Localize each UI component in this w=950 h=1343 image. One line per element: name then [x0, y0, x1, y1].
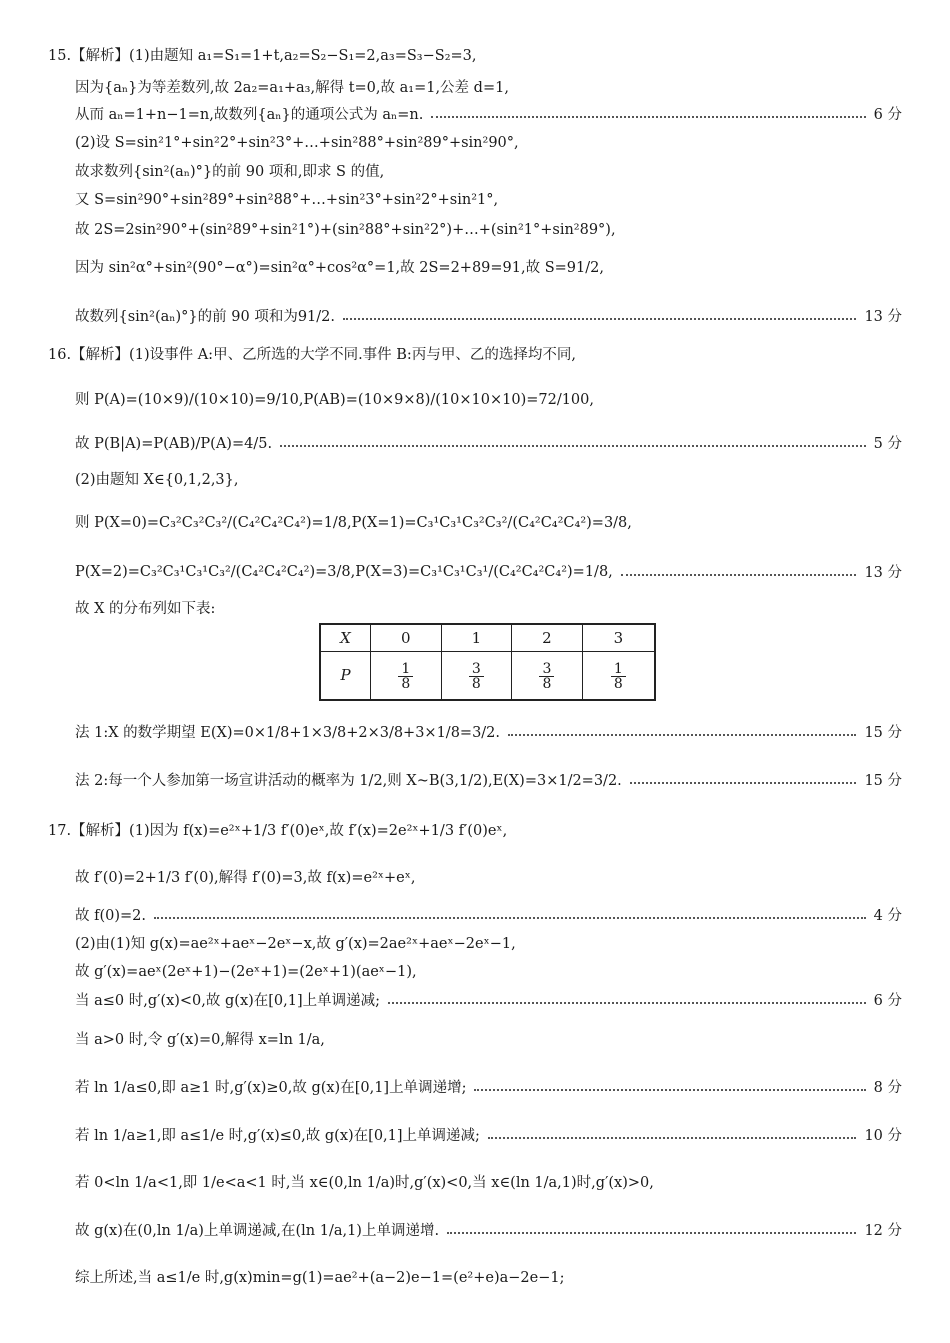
line-text: (2)由题知 X∈{0,1,2,3},	[75, 472, 239, 488]
line-text: (2)设 S=sin²1°+sin²2°+sin²3°+…+sin²88°+sin²89°+sin²90°,	[75, 135, 519, 151]
fraction	[469, 662, 484, 692]
line-text: 法 2:每一个人参加第一场宣讲活动的概率为 1/2,则 X~B(3,1/2),E(X)=3×1/2=3/2.	[75, 773, 622, 789]
line-text: 故 g(x)在(0,ln 1/a)上单调递减,在(ln 1/a,1)上单调递增.	[75, 1223, 440, 1239]
dot-leader	[621, 574, 857, 576]
line-text: P(X=2)=C₃²C₃¹C₃¹C₃²/(C₄²C₄²C₄²)=3/8,P(X=3)=C₃¹C₃¹C₃¹/(C₄²C₄²C₄²)=1/8,	[75, 563, 613, 580]
dot-leader	[343, 318, 856, 320]
numerator: 3	[539, 662, 554, 678]
score-label: 4 分	[873, 908, 902, 924]
p17-line-7	[75, 1028, 902, 1049]
line-text: 当 a>0 时,令 g′(x)=0,解得 x=ln 1/a,	[75, 1032, 325, 1048]
p17-line-10	[75, 1171, 902, 1192]
line-text: 故求数列{sin²(aₙ)°}的前 90 项和,即求 S 的值,	[75, 164, 385, 180]
line-text: 故 g′(x)=aeˣ(2eˣ+1)−(2eˣ+1)=(2eˣ+1)(aeˣ−1),	[75, 964, 417, 980]
p15-line-2	[75, 76, 902, 97]
table-cell: 1	[441, 624, 512, 651]
p17-line-1	[48, 819, 902, 840]
table-cell: 3	[582, 624, 655, 651]
line-text: 若 0<ln 1/a<1,即 1/e<a<1 时,当 x∈(0,ln 1/a)时,g′(x)<0,当 x∈(ln 1/a,1)时,g′(x)>0,	[75, 1175, 654, 1191]
table-cell	[441, 651, 512, 700]
p16-line-1	[48, 343, 902, 364]
score-label: 5 分	[873, 436, 902, 452]
p17-line-3	[75, 904, 902, 925]
dot-leader	[388, 1002, 866, 1004]
line-text: (2)由(1)知 g(x)=ae²ˣ+aeˣ−2eˣ−x,故 g′(x)=2ae²ˣ+aeˣ−2eˣ−1,	[75, 936, 516, 952]
p17-line-4	[75, 932, 902, 953]
p15-line-5	[75, 160, 902, 181]
line-text: 则 P(X=0)=C₃²C₃²C₃²/(C₄²C₄²C₄²)=1/8,P(X=1)=C₃¹C₃¹C₃²C₃²/(C₄²C₄²C₄²)=3/8,	[75, 515, 632, 531]
table-cell: X	[320, 624, 371, 651]
table-cell	[512, 651, 583, 700]
p15-line-4	[75, 131, 902, 152]
score-label: 13 分	[864, 309, 902, 325]
numerator: 1	[398, 662, 413, 678]
dot-leader	[508, 734, 856, 736]
score-label: 10 分	[864, 1128, 902, 1144]
line-text: 故 X 的分布列如下表:	[75, 601, 216, 617]
p15-line-3	[75, 103, 902, 124]
line-text: 15.【解析】(1)由题知 a₁=S₁=1+t,a₂=S₂−S₁=2,a₃=S₃−S₂=3,	[48, 48, 477, 64]
score-label: 15 分	[864, 725, 902, 741]
p17-line-6	[75, 989, 902, 1010]
dot-leader	[447, 1232, 856, 1234]
p17-line-2	[75, 866, 902, 887]
p17-line-12	[75, 1266, 902, 1287]
table-cell: 2	[512, 624, 583, 651]
p16-line-2	[75, 388, 902, 409]
p16-line-5	[75, 511, 902, 532]
fraction	[611, 662, 626, 692]
score-label: 15 分	[864, 773, 902, 789]
denominator: 8	[471, 676, 481, 693]
line-text: 法 1:X 的数学期望 E(X)=0×1/8+1×3/8+2×3/8+3×1/8=3/2.	[75, 725, 501, 741]
line-text: 当 a≤0 时,g′(x)<0,故 g(x)在[0,1]上单调递减;	[75, 993, 381, 1009]
p17-line-5	[75, 960, 902, 981]
line-text: 故 2S=2sin²90°+(sin²89°+sin²1°)+(sin²88°+sin²2°)+…+(sin²1°+sin²89°),	[75, 222, 616, 238]
denominator: 8	[613, 676, 623, 693]
dot-leader	[431, 116, 865, 118]
table-row	[320, 651, 655, 700]
p16-line-3	[75, 432, 902, 453]
fraction	[539, 662, 554, 692]
numerator: 1	[611, 662, 626, 678]
dot-leader	[154, 917, 866, 919]
line-text: 从而 aₙ=1+n−1=n,故数列{aₙ}的通项公式为 aₙ=n.	[75, 107, 424, 123]
p15-line-6	[75, 188, 902, 209]
p16-line-7	[75, 597, 902, 618]
p15-line-1	[48, 44, 902, 65]
p15-line-8	[75, 256, 902, 277]
p16-line-6	[75, 561, 902, 582]
dot-leader	[630, 782, 857, 784]
numerator: 3	[469, 662, 484, 678]
line-text: 又 S=sin²90°+sin²89°+sin²88°+…+sin²3°+sin²2°+sin²1°,	[75, 192, 499, 208]
line-text: 则 P(A)=(10×9)/(10×10)=9/10,P(AB)=(10×9×8)/(10×10×10)=72/100,	[75, 392, 594, 408]
p16-line-9	[75, 769, 902, 790]
line-text: 故 P(B|A)=P(AB)/P(A)=4/5.	[75, 436, 273, 452]
p15-line-7	[75, 218, 902, 239]
distribution-table	[319, 623, 656, 701]
line-text: 17.【解析】(1)因为 f(x)=e²ˣ+1/3 f′(0)eˣ,故 f′(x)=2e²ˣ+1/3 f′(0)eˣ,	[48, 823, 508, 839]
table-cell	[582, 651, 655, 700]
line-text: 因为{aₙ}为等差数列,故 2a₂=a₁+a₃,解得 t=0,故 a₁=1,公差 d=1,	[75, 80, 509, 96]
table-row	[320, 624, 655, 651]
p17-line-8	[75, 1076, 902, 1097]
line-text: 若 ln 1/a≤0,即 a≥1 时,g′(x)≥0,故 g(x)在[0,1]上单调递增;	[75, 1080, 467, 1096]
score-label: 12 分	[864, 1223, 902, 1239]
table-cell: 0	[371, 624, 442, 651]
score-label: 13 分	[864, 565, 902, 581]
score-label: 6 分	[873, 993, 902, 1009]
line-text: 16.【解析】(1)设事件 A:甲、乙所选的大学不同.事件 B:丙与甲、乙的选择均不同,	[48, 347, 576, 363]
table-cell	[371, 651, 442, 700]
p16-line-4	[75, 468, 902, 489]
denominator: 8	[401, 676, 411, 693]
table-cell: P	[320, 651, 371, 700]
fraction	[398, 662, 413, 692]
p16-line-8	[75, 721, 902, 742]
line-text: 若 ln 1/a≥1,即 a≤1/e 时,g′(x)≤0,故 g(x)在[0,1]上单调递减;	[75, 1128, 480, 1144]
line-text: 综上所述,当 a≤1/e 时,g(x)min=g(1)=ae²+(a−2)e−1=(e²+e)a−2e−1;	[75, 1270, 565, 1286]
line-text: 故 f(0)=2.	[75, 908, 146, 924]
p17-line-9	[75, 1124, 902, 1145]
denominator: 8	[542, 676, 552, 693]
score-label: 6 分	[873, 107, 902, 123]
line-text: 故 f′(0)=2+1/3 f′(0),解得 f′(0)=3,故 f(x)=e²ˣ+eˣ,	[75, 870, 416, 886]
line-text: 故数列{sin²(aₙ)°}的前 90 项和为91/2.	[75, 309, 336, 325]
p17-line-11	[75, 1219, 902, 1240]
score-label: 8 分	[873, 1080, 902, 1096]
dot-leader	[488, 1137, 857, 1139]
line-text: 因为 sin²α°+sin²(90°−α°)=sin²α°+cos²α°=1,故 2S=2+89=91,故 S=91/2,	[75, 260, 604, 276]
dot-leader	[280, 445, 866, 447]
dot-leader	[474, 1089, 865, 1091]
p15-line-9	[75, 305, 902, 326]
